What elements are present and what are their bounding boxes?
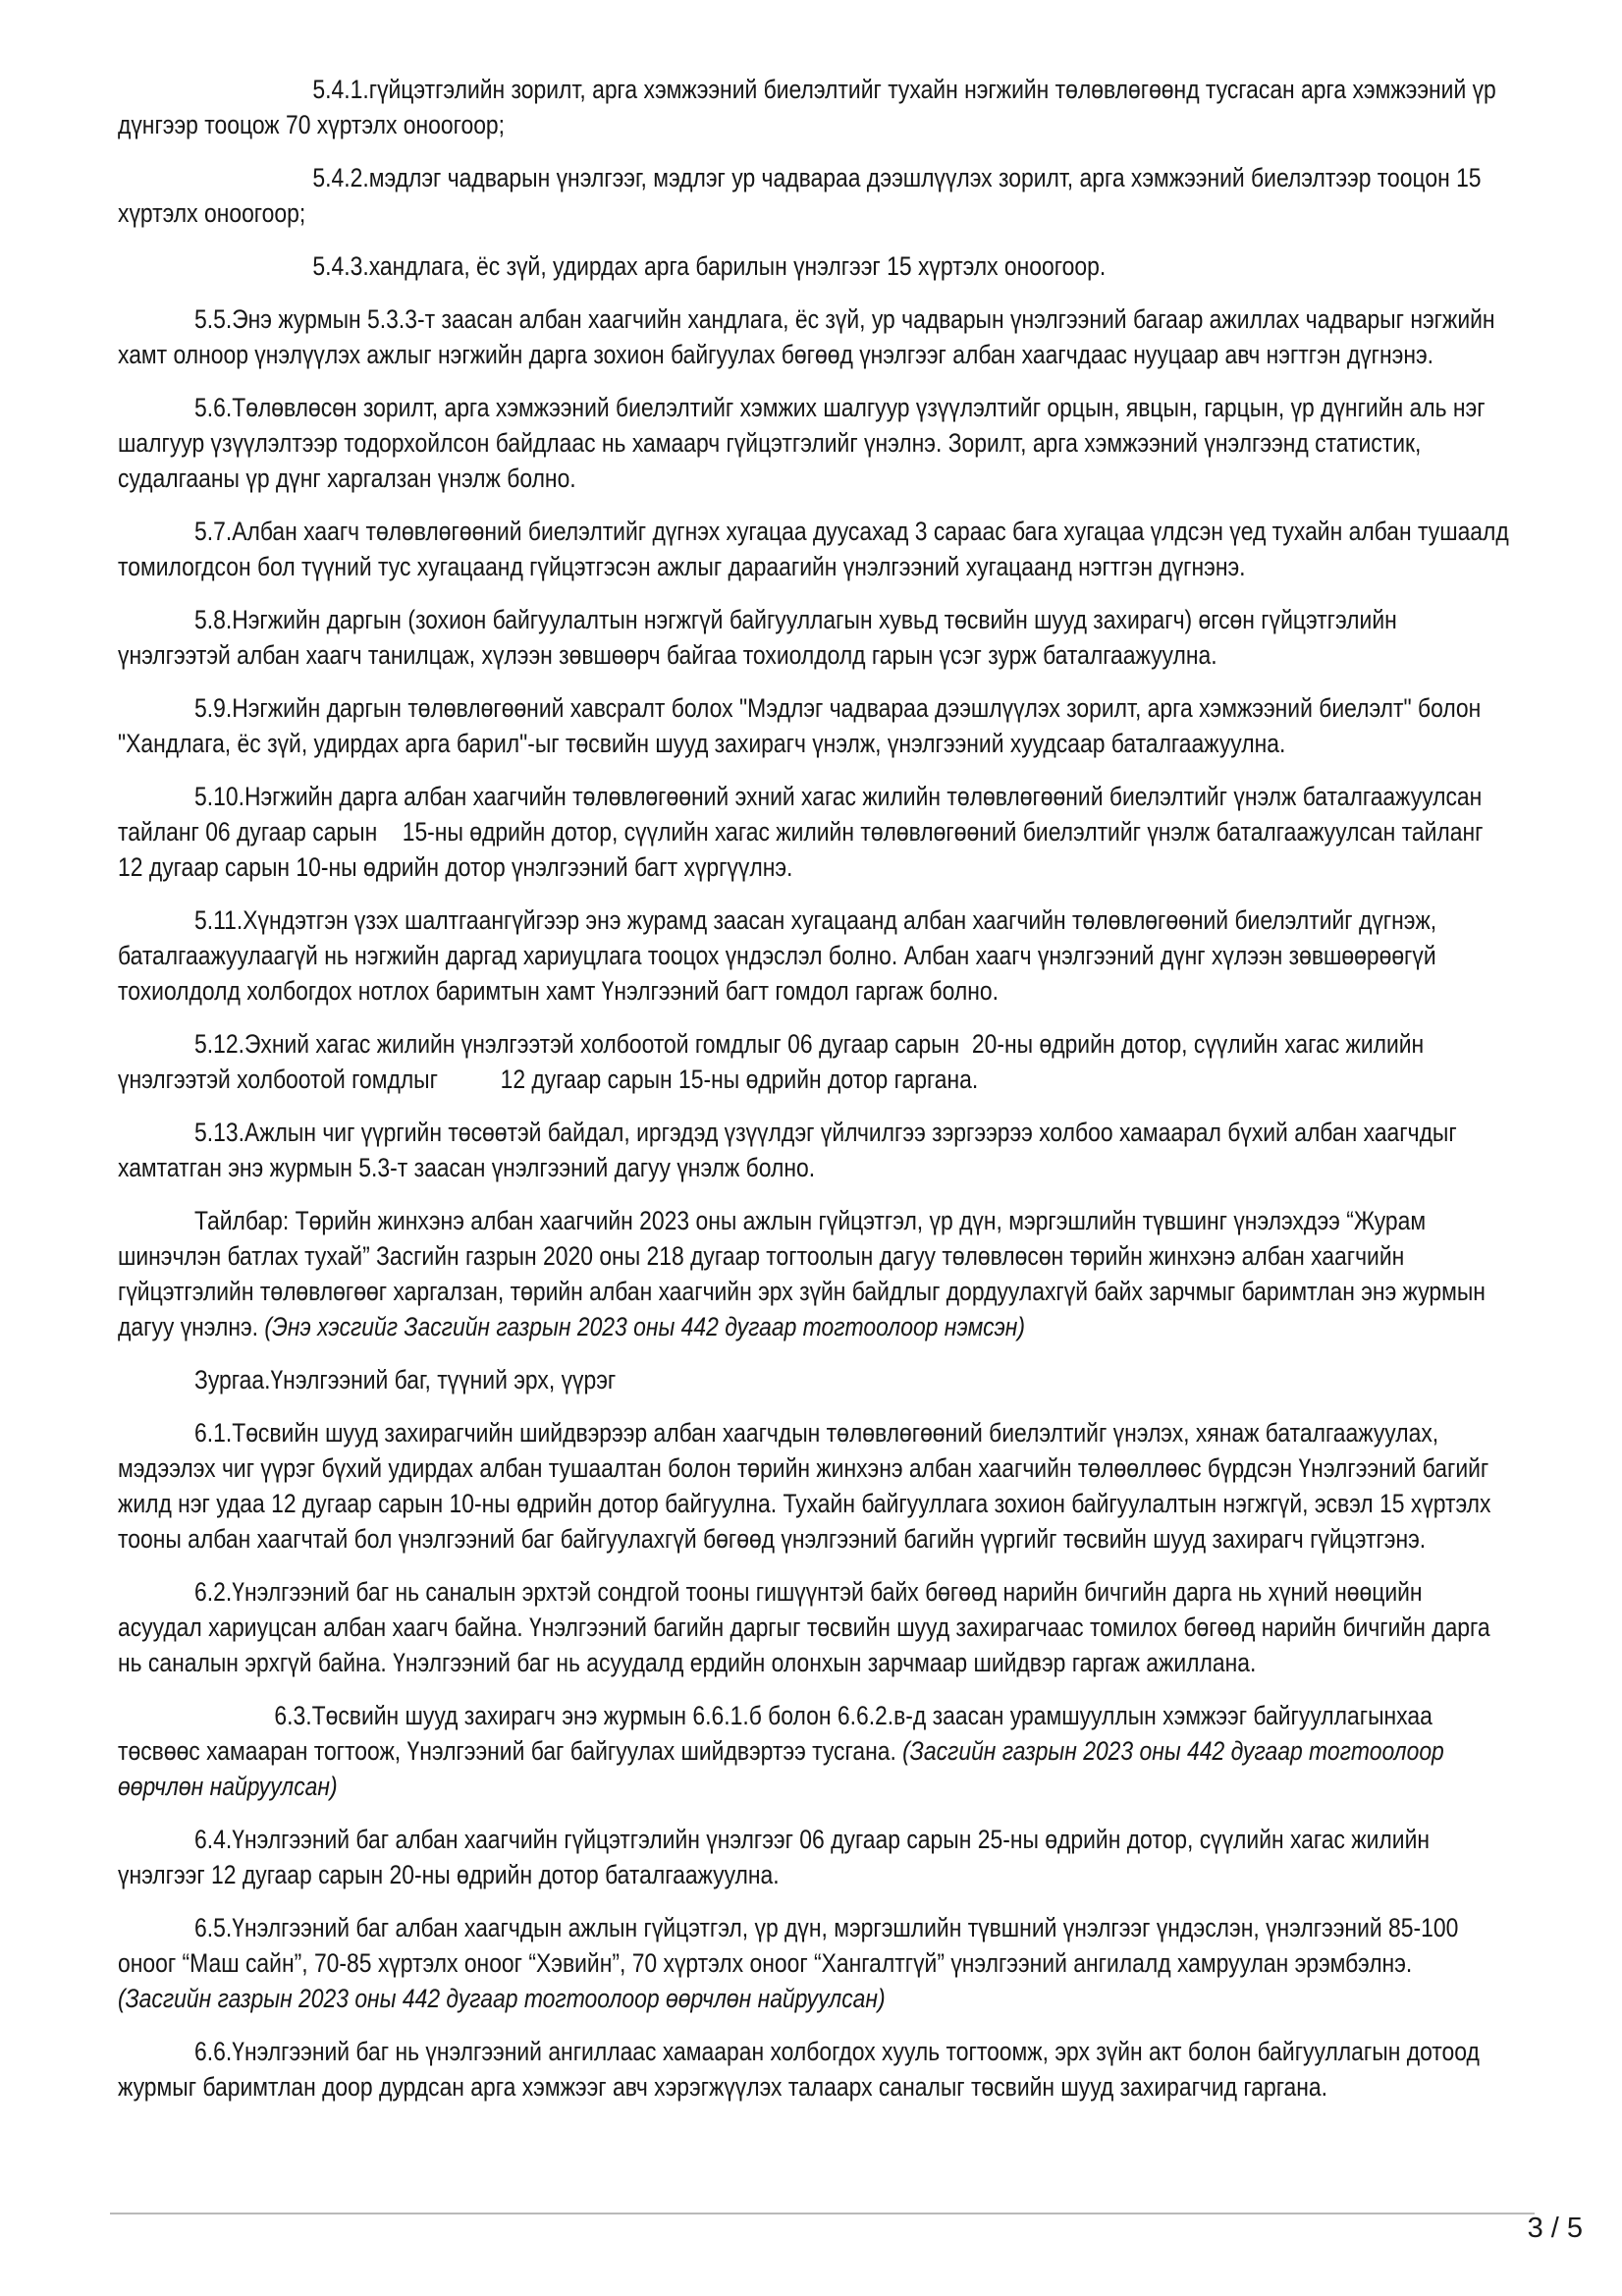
paragraph-text: 5.4.2.мэдлэг чадварын үнэлгээг, мэдлэг ур чадвараа дээшлүүлэх зорилт, арга хэмжээний биелэлтээр тооцон 15 хүртэлх оноогоор; — [118, 163, 1482, 228]
paragraph-text: 5.12.Эхний хагас жилийн үнэлгээтэй холбоотой гомдлыг 06 дугаар сарын 20-ны өдрийн дотор, сүүлийн хагас жилийн үнэлгээтэй холбоотой гомдлыг 12 дугаар сарын 15-ны өдрийн дотор гаргана. — [118, 1029, 1425, 1094]
amendment-note: (Засгийн газрын 2023 оны 442 дугаар тогтоолоор өөрчлөн найруулсан) — [118, 1736, 1444, 1801]
paragraph-5-11 — [118, 902, 1510, 1009]
paragraph-text: 5.10.Нэгжийн дарга албан хаагчийн төлөвлөгөөний эхний хагас жилийн төлөвлөгөөний биелэлтийг үнэлж баталгаажуулсан тайланг 06 дугаар сарын 15-ны өдрийн дотор, сүүлийн хагас жилийн төлөвлөгөөний биелэлтийг үнэлж баталгаажуулсан тайланг 12 дугаар сарын 10-ны өдрийн дотор үнэлгээний багт хүргүүлнэ. — [118, 782, 1484, 882]
paragraph-text: 5.7.Албан хаагч төлөвлөгөөний биелэлтийг дүгнэх хугацаа дуусахад 3 сараас бага хугацаа үлдсэн үед тухайн албан тушаалд томилогдсон бол түүний тус хугацаанд гүйцэтгэсэн ажлыг дараагийн үнэлгээний хугацаанд нэгтгэн дүгнэнэ. — [118, 517, 1509, 581]
amendment-note: (Энэ хэсгийг Засгийн газрын 2023 оны 442 дугаар тогтоолоор нэмсэн) — [264, 1312, 1026, 1341]
section-heading-text: Зургаа.Үнэлгээний баг, түүний эрх, үүрэг — [194, 1365, 617, 1394]
paragraph-6-5 — [118, 1910, 1510, 2016]
paragraph-6-3 — [118, 1698, 1510, 1804]
paragraph-6-4 — [118, 1822, 1510, 1892]
paragraph-5-4-3 — [118, 248, 1510, 284]
paragraph-5-12 — [118, 1026, 1510, 1097]
paragraph-text: 6.6.Үнэлгээний баг нь үнэлгээний ангиллаас хамааран холбогдох хууль тогтоомж, эрх зүйн акт болон байгууллагын дотоод журмыг баримтлан доор дурдсан арга хэмжээг авч хэрэгжүүлэх талаарх саналыг төсвийн шууд захирагчид гаргана. — [118, 2037, 1480, 2102]
paragraph-6-2 — [118, 1574, 1510, 1680]
paragraph-text: 6.5.Үнэлгээний баг албан хаагчдын ажлын гүйцэтгэл, үр дүн, мэргэшлийн түвшний үнэлгээг үндэслэн, үнэлгээний 85-100 оноог “Маш сайн”, 70-85 хүртэлх оноог “Хэвийн”, 70 хүртэлх оноог “Хангалтгүй” үнэлгээний ангилалд хамруулан эрэмбэлнэ. — [118, 1913, 1459, 1978]
paragraph-5-4-2 — [118, 160, 1510, 231]
paragraph-text: 6.4.Үнэлгээний баг албан хаагчийн гүйцэтгэлийн үнэлгээг 06 дугаар сарын 25-ны өдрийн дотор, сүүлийн хагас жилийн үнэлгээг 12 дугаар сарын 20-ны өдрийн дотор баталгаажуулна. — [118, 1825, 1431, 1889]
page-number: 3 / 5 — [1527, 2213, 1583, 2244]
paragraph-text: 5.9.Нэгжийн даргын төлөвлөгөөний хавсралт болох "Мэдлэг чадвараа дээшлүүлэх зорилт, арга хэмжээний биелэлт" болон "Хандлага, ёс зүй, удирдах арга барил"-ыг төсвийн шууд захирагч үнэлж, үнэлгээний хуудсаар баталгаажуулна. — [118, 693, 1482, 758]
paragraph-tailbar-note — [118, 1203, 1510, 1344]
paragraph-text: 6.2.Үнэлгээний баг нь саналын эрхтэй сондгой тооны гишүүнтэй байх бөгөөд нарийн бичгийн дарга нь хүний нөөцийн асуудал хариуцсан албан хаагч байна. Үнэлгээний багийн даргыг төсвийн шууд захирагчаас томилох бөгөөд нарийн бичгийн дарга нь саналын эрхгүй байна. Үнэлгээний баг нь асуудалд ердийн олонхын зарчмаар шийдвэр гаргаж ажиллана. — [118, 1577, 1490, 1677]
paragraph-5-13 — [118, 1115, 1510, 1185]
section-heading-six — [118, 1362, 1510, 1397]
paragraph-text: 6.3.Төсвийн шууд захирагч энэ журмын 6.6.1.б болон 6.6.2.в-д заасан урамшууллын хэмжээг байгууллагынхаа төсвөөс хамааран тогтоож, Үнэлгээний баг байгуулах шийдвэртээ тусгана. — [118, 1701, 1433, 1766]
paragraph-text: 5.13.Ажлын чиг үүргийн төсөөтэй байдал, иргэдэд үзүүлдэг үйлчилгээ зэргээрээ холбоо хамаарал бүхий албан хаагчдыг хамтатган энэ журмын 5.3-т заасан үнэлгээний дагуу үнэлж болно. — [118, 1118, 1457, 1182]
paragraph-text: 5.4.1.гүйцэтгэлийн зорилт, арга хэмжээний биелэлтийг тухайн нэгжийн төлөвлөгөөнд тусгасан арга хэмжээний үр дүнгээр тооцож 70 хүртэлх оноогоор; — [118, 75, 1496, 139]
paragraph-5-4-1 — [118, 72, 1510, 142]
paragraph-5-7 — [118, 514, 1510, 584]
paragraph-6-6 — [118, 2034, 1510, 2105]
paragraph-text: Тайлбар: Төрийн жинхэнэ албан хаагчийн 2023 оны ажлын гүйцэтгэл, үр дүн, мэргэшлийн түвшинг үнэлэхдээ “Журам шинэчлэн батлах тухай” Засгийн газрын 2020 оны 218 дугаар тогтоолын дагуу төлөвлөсөн төрийн жинхэнэ албан хаагчийн гүйцэтгэлийн төлөвлөгөөг харгалзан, төрийн албан хаагчийн эрх зүйн байдлыг дордуулахгүй байх зарчмыг баримтлан энэ журмын дагуу үнэлнэ. — [118, 1206, 1486, 1341]
paragraph-5-9 — [118, 690, 1510, 761]
paragraph-5-6 — [118, 390, 1510, 496]
paragraph-text: 6.1.Төсвийн шууд захирагчийн шийдвэрээр албан хаагчдын төлөвлөгөөний биелэлтийг үнэлэх, хянаж баталгаажуулах, мэдээлэх чиг үүрэг бүхий удирдах албан тушаалтан болон төрийн жинхэнэ албан хаагчийн төлөөллөөс бүрдсэн Үнэлгээний багийг жилд нэг удаа 12 дугаар сарын 10-ны өдрийн дотор байгуулна. Тухайн байгууллага зохион байгуулалтын нэгжгүй, эсвэл 15 хүртэлх тооны албан хаагчтай бол үнэлгээний баг байгуулахгүй бөгөөд үнэлгээний багийн үүргийг төсвийн шууд захирагч гүйцэтгэнэ. — [118, 1418, 1491, 1554]
paragraph-6-1 — [118, 1415, 1510, 1557]
paragraph-5-8 — [118, 602, 1510, 673]
paragraph-text: 5.6.Төлөвлөсөн зорилт, арга хэмжээний биелэлтийг хэмжих шалгуур үзүүлэлтийг орцын, явцын, гарцын, үр дүнгийн аль нэг шалгуур үзүүлэлтээр тодорхойлсон байдлаас нь хамаарч гүйцэтгэлийг үнэлнэ. Зорилт, арга хэмжээний үнэлгээнд статистик, судалгааны үр дүнг харгалзан үнэлж болно. — [118, 393, 1486, 493]
paragraph-text: 5.4.3.хандлага, ёс зүй, удирдах арга барилын үнэлгээг 15 хүртэлх оноогоор. — [312, 251, 1107, 281]
paragraph-text: 5.5.Энэ журмын 5.3.3-т заасан албан хаагчийн хандлага, ёс зүй, ур чадварын үнэлгээний багаар ажиллах чадварыг нэгжийн хамт олноор үнэлүүлэх ажлыг нэгжийн дарга зохион байгуулах бөгөөд үнэлгээг албан хаагчдаас нууцаар авч нэгтгэн дүгнэнэ. — [118, 304, 1495, 369]
paragraph-5-5 — [118, 301, 1510, 372]
footer-divider — [110, 2213, 1535, 2214]
paragraph-text: 5.8.Нэгжийн даргын (зохион байгуулалтын нэгжгүй байгууллагын хувьд төсвийн шууд захирагч) өгсөн гүйцэтгэлийн үнэлгээтэй албан хаагч танилцаж, хүлээн зөвшөөрч байгаа тохиолдолд гарын үсэг зурж баталгаажуулна. — [118, 605, 1397, 670]
paragraph-text: 5.11.Хүндэтгэн үзэх шалтгаангүйгээр энэ журамд заасан хугацаанд албан хаагчийн төлөвлөгөөний биелэлтийг дүгнэж, баталгаажуулаагүй нь нэгжийн даргад хариуцлага тооцох үндэслэл болно. Албан хаагч үнэлгээний дүнг хүлээн зөвшөөрөөгүй тохиолдолд холбогдох нотлох баримтын хамт Үнэлгээний багт гомдол гаргаж болно. — [118, 905, 1437, 1006]
document-body — [118, 72, 1510, 2122]
paragraph-5-10 — [118, 779, 1510, 885]
amendment-note: (Засгийн газрын 2023 оны 442 дугаар тогтоолоор өөрчлөн найруулсан) — [118, 1984, 886, 2013]
